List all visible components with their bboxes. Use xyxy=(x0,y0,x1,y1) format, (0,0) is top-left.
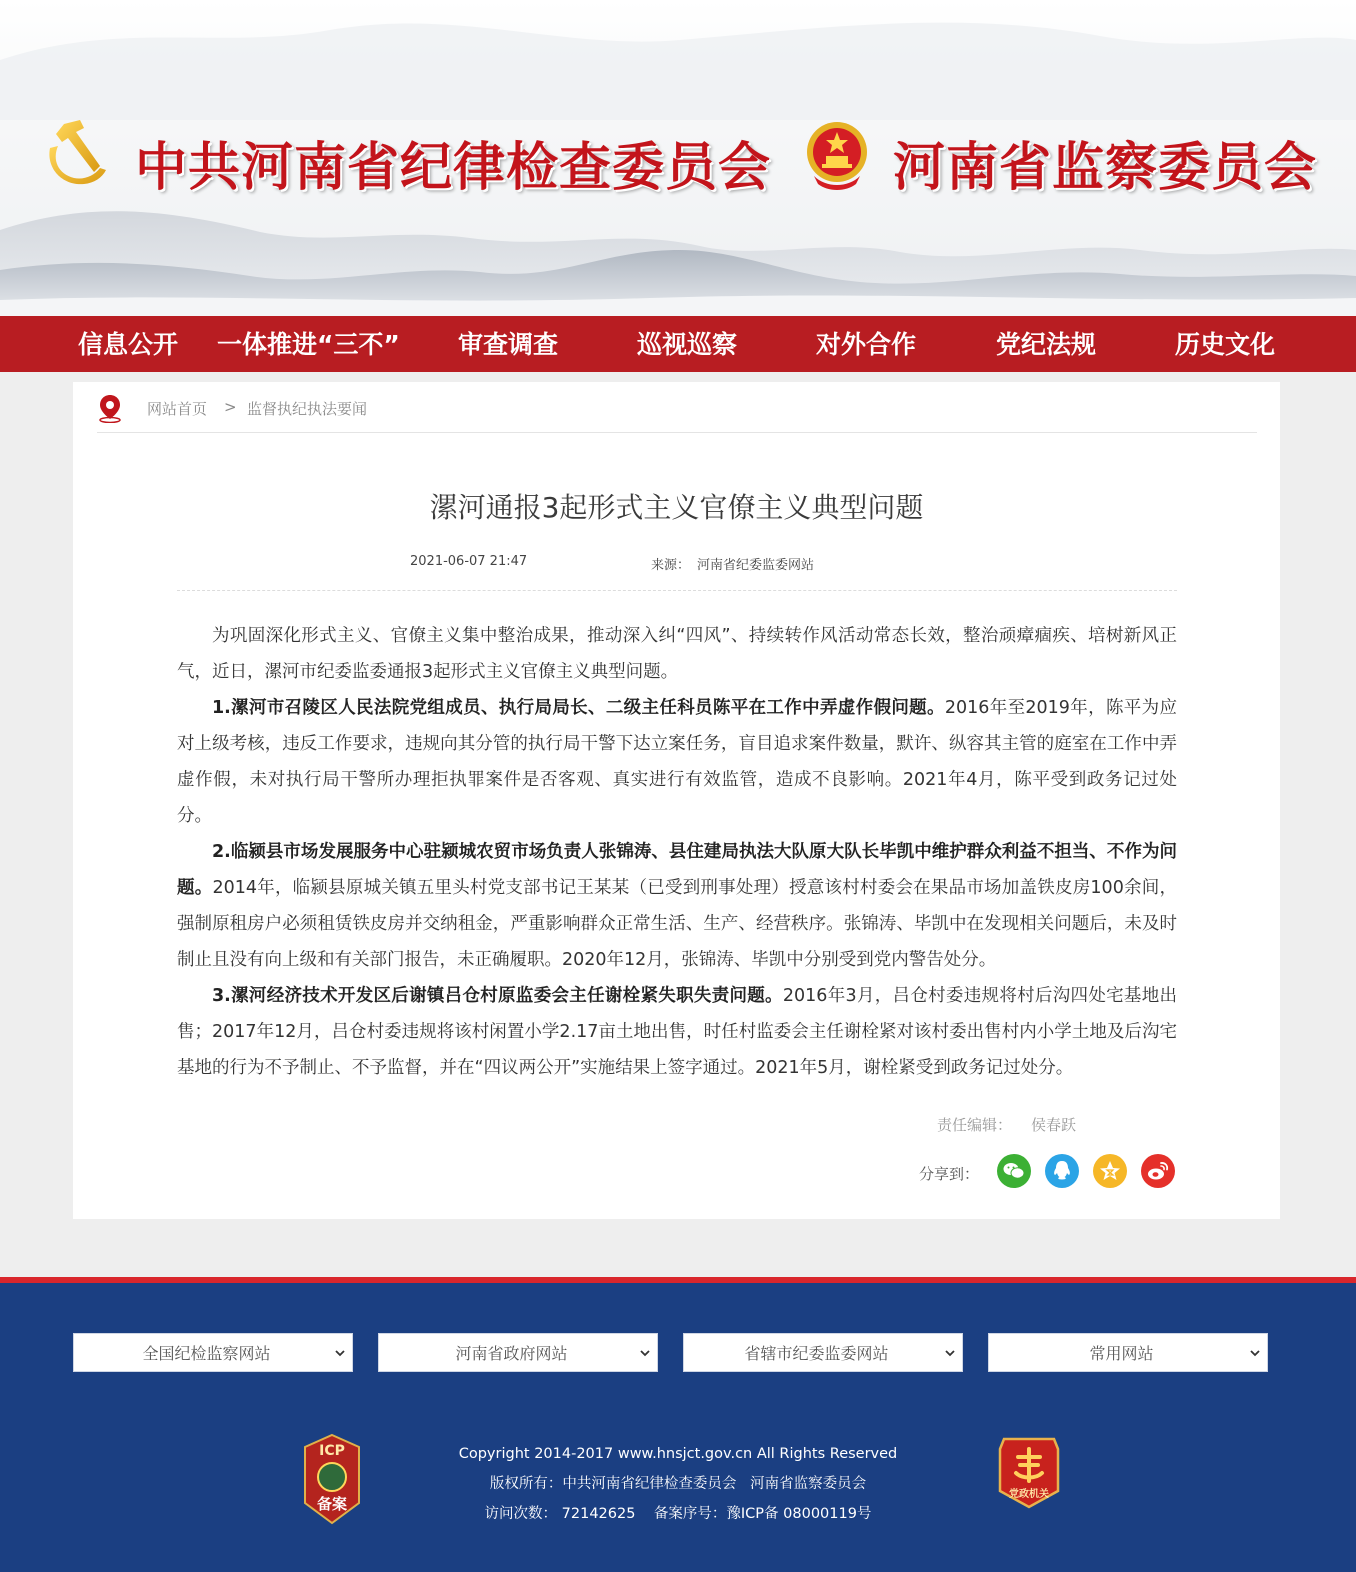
article-card xyxy=(73,382,1280,1219)
national-emblem-icon xyxy=(802,118,872,194)
share-weibo-button[interactable] xyxy=(1141,1154,1175,1188)
site-title-right: 河南省监察委员会 xyxy=(893,137,1318,198)
paragraph-heading: 2.临颍县市场发展服务中心驻颍城农贸市场负责人张锦涛、县住建局执法大队原大队长毕凯中维护群众利益不担当、不作为问题。 xyxy=(177,842,1177,898)
paragraph-heading: 1.漯河市召陵区人民法院党组成员、执行局局长、二级主任科员陈平在工作中弄虚作假问题。 xyxy=(212,698,945,718)
select-city-commission-sites[interactable] xyxy=(683,1333,963,1372)
breadcrumb-separator: > xyxy=(224,398,237,416)
nav-item-info-disclosure[interactable]: 信息公开 xyxy=(78,330,179,359)
article-intro: 为巩固深化形式主义、官僚主义集中整治成果，推动深入纠“四风”、持续转作风活动常态长效，整治顽瘴痼疾、培树新风正气，近日，漯河市纪委监委通报3起形式主义官僚主义典型问题。 xyxy=(177,626,1177,682)
paragraph-text: 2014年，临颍县原城关镇五里头村党支部书记王某某（已受到刑事处理）授意该村村委会在果品市场加盖铁皮房100余间，强制原租房户必须租赁铁皮房并交纳租金，严重影响群众正常生活、生产、经营秩序。张锦涛、毕凯中在发现相关问题后，未及时制止且没有向上级和有关部门报告，未正确履职。2020年12月，张锦涛、毕凯中分别受到党内警告处分。 xyxy=(177,878,1178,970)
icp-label: 备案序号： xyxy=(653,1506,727,1522)
qzone-icon xyxy=(1093,1154,1127,1188)
visits-line xyxy=(0,1499,1356,1529)
main-nav xyxy=(0,316,1356,372)
breadcrumb-home-link[interactable]: 网站首页 xyxy=(147,400,208,418)
copyright-line: Copyright 2014-2017 www.hnsjct.gov.cn All Rights Reserved xyxy=(458,1446,898,1462)
icp-number[interactable]: 豫ICP备 08000119号 xyxy=(726,1506,872,1522)
paragraph-text: 2016年至2019年，陈平为应对上级考核，违反工作要求，违规向其分管的执行局干警下达立案任务，盲目追求案件数量，默许、纵容其主管的庭室在工作中弄虚作假，未对执行局干警所办理拒执罪案件是否客观、真实进行有效监管，造成不良影响。2021年4月，陈平受到政务记过处分。 xyxy=(177,698,1177,826)
select-label: 全国纪检监察网站 xyxy=(142,1344,271,1363)
location-pin-icon xyxy=(97,393,123,423)
qq-icon xyxy=(1045,1154,1079,1188)
owner-line: 版权所有：中共河南省纪律检查委员会 河南省监察委员会 xyxy=(489,1476,867,1492)
nav-item-regulations[interactable]: 党纪法规 xyxy=(996,330,1097,359)
paragraph-text: 2016年3月，吕仓村委违规将村后沟四处宅基地出售；2017年12月，吕仓村委违规将该村闲置小学2.17亩土地出售，时任村监委会主任谢栓紧对该村委出售村内小学土地及后沟宅基地的行为不予制止、不予监督，并在“四议两公开”实施结果上签字通过。2021年5月，谢栓紧受到政务记过处分。 xyxy=(177,986,1178,1078)
nav-item-inspection[interactable]: 巡视巡察 xyxy=(637,330,738,359)
article-source: 河南省纪委监委网站 xyxy=(697,558,815,573)
hammer-sickle-icon xyxy=(40,118,110,190)
select-provincial-gov-sites[interactable] xyxy=(378,1333,658,1372)
nav-item-investigation[interactable]: 审查调查 xyxy=(458,330,559,359)
article-source-label: 来源： xyxy=(651,558,691,573)
chevron-down-icon xyxy=(334,1348,346,1358)
visits-count: 72142625 xyxy=(561,1506,636,1522)
editor-name: 侯春跃 xyxy=(1031,1116,1077,1134)
article-paragraph-3 xyxy=(177,978,1177,1086)
footer-copyright xyxy=(0,1439,1356,1529)
nav-item-cooperation[interactable]: 对外合作 xyxy=(816,330,917,359)
article-body xyxy=(177,618,1177,1086)
visits-label: 访问次数： xyxy=(484,1506,558,1522)
article-paragraph-2 xyxy=(177,834,1177,978)
article-title: 漯河通报3起形式主义官僚主义典型问题 xyxy=(429,491,924,524)
meta-divider xyxy=(177,590,1177,591)
select-label: 河南省政府网站 xyxy=(455,1344,568,1363)
site-title-left: 中共河南省纪律检查委员会 xyxy=(135,137,772,198)
nav-item-history[interactable]: 历史文化 xyxy=(1175,330,1276,359)
weibo-icon xyxy=(1141,1154,1175,1188)
article-paragraph-1 xyxy=(177,690,1177,834)
select-label: 常用网站 xyxy=(1089,1344,1154,1363)
nav-item-three-nots[interactable]: 一体推进“三不” xyxy=(217,330,400,359)
site-footer xyxy=(0,1283,1356,1572)
share-label: 分享到： xyxy=(919,1165,980,1183)
share-wechat-button[interactable] xyxy=(997,1154,1031,1188)
share-qq-button[interactable] xyxy=(1045,1154,1079,1188)
chevron-down-icon xyxy=(944,1348,956,1358)
select-national-sites[interactable] xyxy=(73,1333,353,1372)
chevron-down-icon xyxy=(639,1348,651,1358)
gov-agency-badge-icon[interactable] xyxy=(996,1435,1062,1511)
paragraph-heading: 3.漯河经济技术开发区后谢镇吕仓村原监委会主任谢栓紧失职失责问题。 xyxy=(212,986,783,1006)
breadcrumb xyxy=(97,382,1257,433)
wechat-icon xyxy=(997,1154,1031,1188)
chevron-down-icon xyxy=(1249,1348,1261,1358)
site-header xyxy=(0,0,1356,316)
breadcrumb-current-link[interactable]: 监督执纪执法要闻 xyxy=(247,400,368,418)
icp-badge-top-text: ICP xyxy=(319,1443,345,1459)
gov-badge-text: 党政机关 xyxy=(1009,1489,1049,1500)
editor-label: 责任编辑： xyxy=(937,1116,1013,1134)
article-date: 2021-06-07 21:47 xyxy=(410,554,528,569)
select-common-sites[interactable] xyxy=(988,1333,1268,1372)
icp-badge-bottom-text: 备案 xyxy=(316,1495,348,1513)
select-label: 省辖市纪委监委网站 xyxy=(744,1344,889,1363)
share-qzone-button[interactable] xyxy=(1093,1154,1127,1188)
